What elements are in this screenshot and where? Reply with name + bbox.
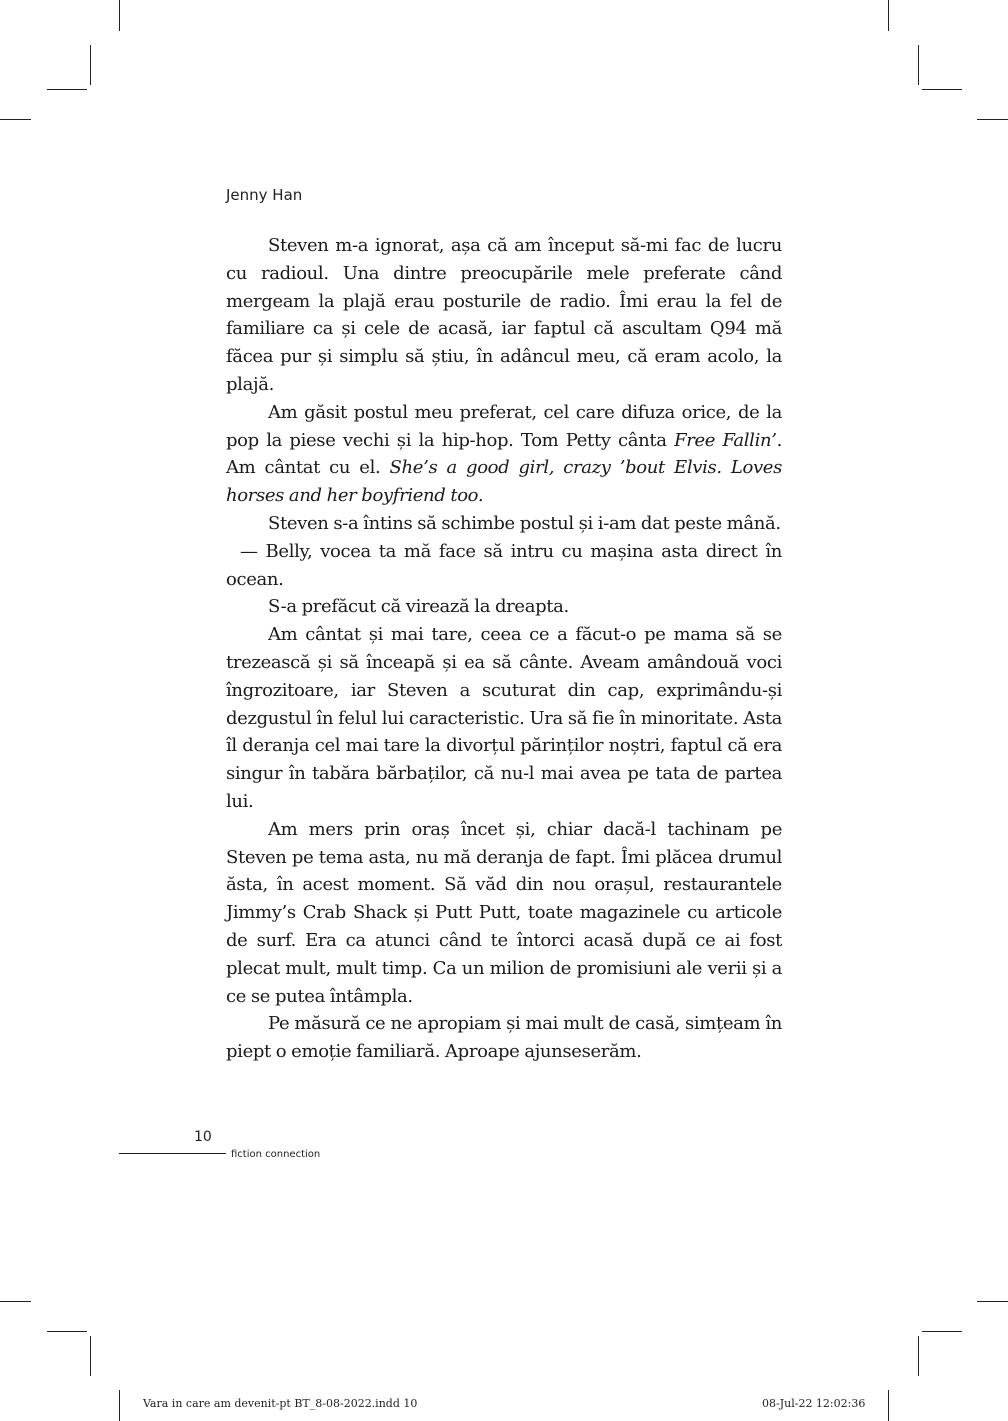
crop-mark xyxy=(888,1390,889,1421)
text-run: Steven m-a ignorat, așa că am început să-mi fac de lucru cu radioul. Una dintre preocupările mele preferate când mergeam la plajă erau posturile de radio. Îmi erau la fel de familiare ca și cele de acasă, iar faptul că ascultam Q94 mă făcea pur și simplu să știu, în adâncul meu, că eram acolo, la plajă. xyxy=(226,235,782,395)
crop-mark xyxy=(918,1336,919,1376)
text-run: Am cântat și mai tare, ceea ce a făcut-o pe mama să se trezească și să înceapă și ea să cânte. Aveam amândouă voci îngrozitoare, iar Steven a scuturat din cap, exprimându-și dezgustul în felul lui caracteristic. Ura să fie în minoritate. Asta îl deranja cel mai tare la divorțul părinților noștri, faptul că era singur în tabăra bărbaților, că nu-l mai avea pe tata de partea lui. xyxy=(226,624,782,812)
crop-mark xyxy=(119,1390,120,1421)
crop-mark xyxy=(0,119,31,120)
crop-mark xyxy=(918,45,919,85)
footer-rule xyxy=(119,1153,226,1154)
paragraph xyxy=(226,510,782,538)
running-head-author: Jenny Han xyxy=(226,186,303,204)
text-run: Steven s-a întins să schimbe postul și i-am dat peste mână. xyxy=(268,512,781,534)
crop-mark xyxy=(119,0,120,31)
crop-mark xyxy=(922,89,962,90)
dialogue-line xyxy=(226,538,782,594)
text-run: Am mers prin oraș încet și, chiar dacă-l tachinam pe Steven pe tema asta, nu mă deranja de fapt. Îmi plăcea drumul ăsta, în acest moment. Să văd din nou orașul, restaurantele Jimmy’s Crab Shack și Putt Putt, toate magazinele cu articole de surf. Era ca atunci când te întorci acasă după ce ai fost plecat mult, mult timp. Ca un milion de promisiuni ale verii și a ce se putea întâmpla. xyxy=(226,818,782,1007)
italic-text: Free Fallin’ xyxy=(674,429,777,451)
page-number: 10 xyxy=(194,1129,212,1145)
crop-mark xyxy=(977,119,1008,120)
crop-mark xyxy=(90,1336,91,1376)
text-run: Pe măsură ce ne apropiam și mai mult de casă, simțeam în piept o emoție familiară. Aproape ajunseserăm. xyxy=(226,1013,782,1063)
text-run: — Belly, vocea ta mă face să intru cu mașina asta direct în ocean. xyxy=(226,540,782,590)
paragraph xyxy=(226,816,782,1011)
italic-text: She’s a good girl, crazy ’bout Elvis. Loves horses and her boyfriend too. xyxy=(226,457,782,507)
text-run: S-a prefăcut că virează la dreapta. xyxy=(268,596,569,618)
slug-timestamp: 08-Jul-22 12:02:36 xyxy=(762,1397,866,1410)
paragraph xyxy=(226,621,782,816)
crop-mark xyxy=(90,45,91,85)
text-run: Am găsit postul meu preferat, cel care difuza orice, de la pop la piese vechi și la hip-hop. Tom Petty cânta xyxy=(226,401,782,451)
body-text xyxy=(226,232,782,1066)
publisher-imprint: fiction connection xyxy=(231,1149,321,1160)
crop-mark xyxy=(888,0,889,31)
slug-filename: Vara in care am devenit-pt BT_8-08-2022.indd 10 xyxy=(143,1397,418,1410)
crop-mark xyxy=(47,89,87,90)
crop-mark xyxy=(0,1301,31,1302)
crop-mark xyxy=(977,1301,1008,1302)
crop-mark xyxy=(47,1331,87,1332)
text-run: . Am cântat cu el. xyxy=(226,429,782,479)
paragraph xyxy=(226,232,782,399)
paragraph xyxy=(226,399,782,510)
paragraph xyxy=(226,593,782,621)
paragraph xyxy=(226,1010,782,1066)
crop-mark xyxy=(922,1331,962,1332)
